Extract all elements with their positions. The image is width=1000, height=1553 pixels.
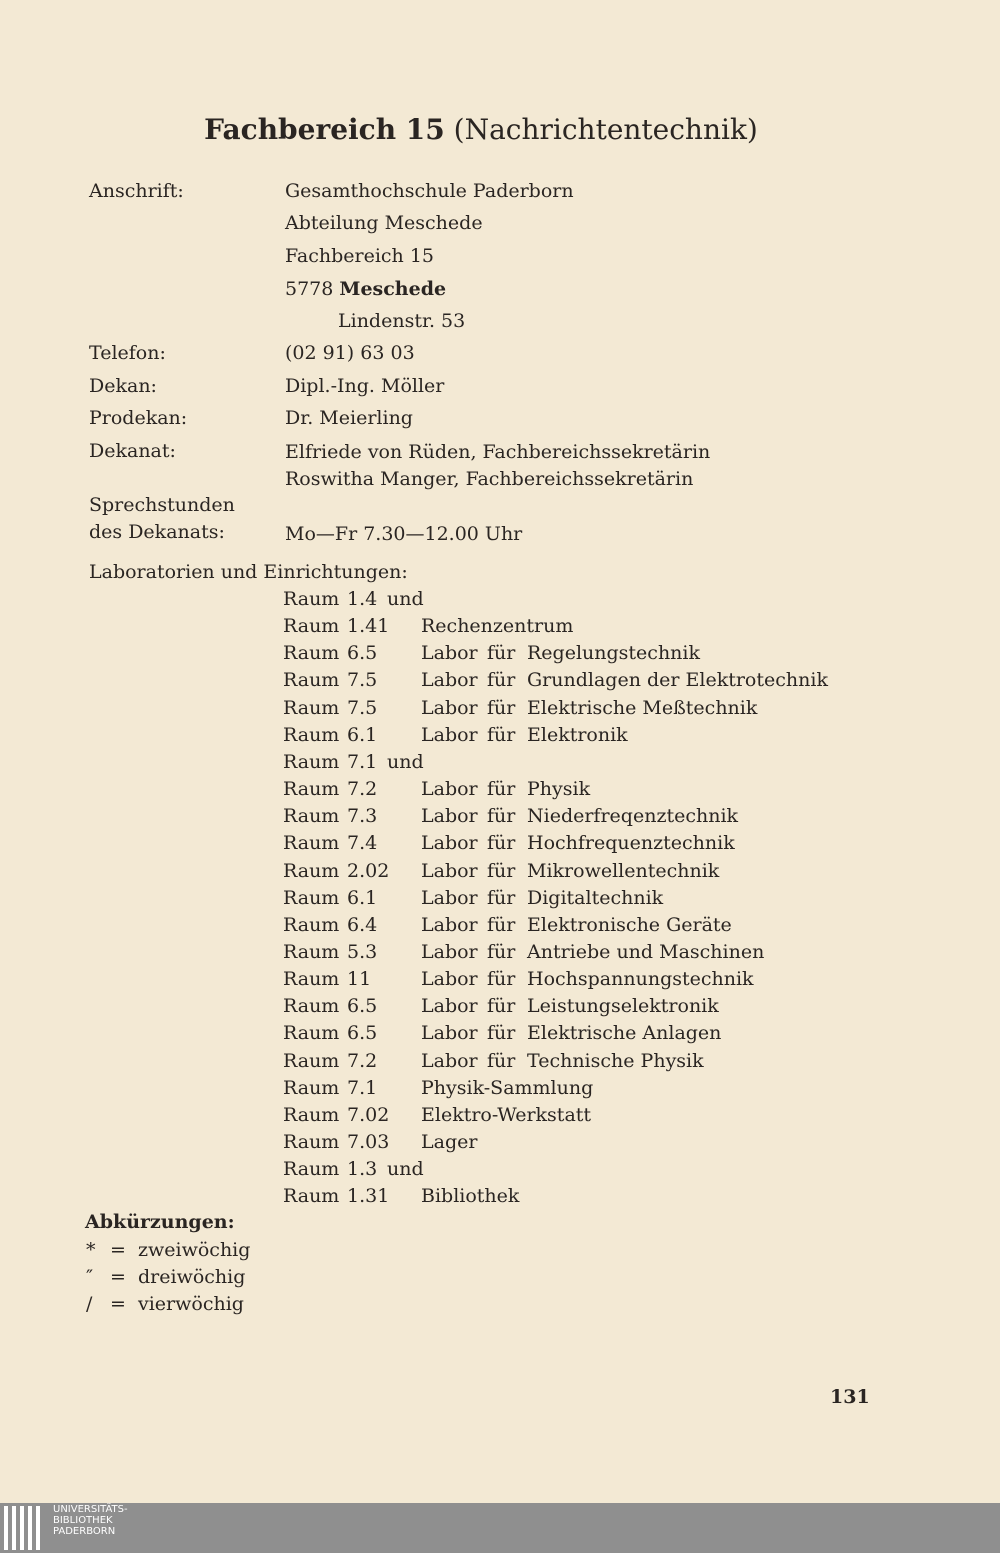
prodekan-value: Dr. Meierling: [285, 407, 413, 429]
room-number: 6.5: [347, 995, 378, 1017]
abbreviation-item: [86, 1239, 250, 1261]
room-word: Raum: [283, 914, 340, 936]
room-description: Rechenzentrum: [421, 615, 574, 637]
lab-subject: Elektrische Meßtechnik: [527, 697, 758, 719]
telefon-label: Telefon:: [89, 342, 166, 364]
room-number: 1.31: [347, 1185, 390, 1207]
fuer-word: für: [487, 914, 516, 936]
fuer-word: für: [487, 642, 516, 664]
lab-subject: Niederfreqenztechnik: [527, 805, 739, 827]
postal-line: [285, 278, 446, 300]
room-word: Raum: [283, 968, 340, 990]
fuer-word: für: [487, 1050, 516, 1072]
title-bold: Fachbereich 15: [204, 113, 445, 146]
room-number: 6.1: [347, 724, 378, 746]
abbreviation-equals: =: [110, 1239, 126, 1261]
lab-subject: Hochfrequenztechnik: [527, 832, 735, 854]
room-word: Raum: [283, 588, 340, 610]
anschrift-line: Fachbereich 15: [285, 245, 435, 267]
abbreviation-symbol: /: [86, 1293, 93, 1315]
abbreviation-equals: =: [110, 1293, 126, 1315]
room-word: Raum: [283, 995, 340, 1017]
lab-subject: Elektronische Geräte: [527, 914, 732, 936]
room-number: 1.4: [347, 588, 378, 610]
fuer-word: für: [487, 968, 516, 990]
anschrift-line: Abteilung Meschede: [285, 212, 483, 234]
room-description: und: [387, 588, 424, 610]
lab-subject: Hochspannungstechnik: [527, 968, 754, 990]
abbreviation-equals: =: [110, 1266, 126, 1288]
labor-word: Labor: [421, 642, 478, 664]
fuer-word: für: [487, 697, 516, 719]
room-number: 1.41: [347, 615, 390, 637]
street: Lindenstr. 53: [338, 310, 466, 332]
postcode: 5778: [285, 278, 334, 300]
room-number: 2.02: [347, 860, 390, 882]
labor-word: Labor: [421, 995, 478, 1017]
labor-word: Labor: [421, 1022, 478, 1044]
labor-word: Labor: [421, 778, 478, 800]
room-number: 1.3: [347, 1158, 378, 1180]
labor-word: Labor: [421, 860, 478, 882]
room-number: 7.2: [347, 1050, 378, 1072]
labor-word: Labor: [421, 914, 478, 936]
labor-word: Labor: [421, 805, 478, 827]
room-description: Physik-Sammlung: [421, 1077, 594, 1099]
lab-subject: Antriebe und Maschinen: [527, 941, 765, 963]
fuer-word: für: [487, 778, 516, 800]
room-word: Raum: [283, 669, 340, 691]
logo-line: PADERBORN: [53, 1526, 116, 1537]
room-number: 7.03: [347, 1131, 390, 1153]
room-word: Raum: [283, 615, 340, 637]
room-word: Raum: [283, 1104, 340, 1126]
anschrift-line: Gesamthochschule Paderborn: [285, 180, 574, 202]
room-description: und: [387, 1158, 424, 1180]
page-number: 131: [830, 1386, 870, 1408]
room-word: Raum: [283, 1050, 340, 1072]
room-description: und: [387, 751, 424, 773]
room-number: 7.2: [347, 778, 378, 800]
fuer-word: für: [487, 995, 516, 1017]
city: Meschede: [339, 278, 447, 300]
footer-bar: [0, 1503, 1000, 1553]
dekan-label: Dekan:: [89, 375, 157, 397]
room-number: 7.02: [347, 1104, 390, 1126]
room-number: 11: [347, 968, 372, 990]
library-logo-icon: [2, 1506, 46, 1550]
abbreviation-meaning: dreiwöchig: [138, 1266, 246, 1288]
dekanat-line: Roswitha Manger, Fachbereichssekretärin: [285, 468, 694, 490]
anschrift-label: Anschrift:: [89, 180, 184, 202]
lab-subject: Digitaltechnik: [527, 887, 664, 909]
fuer-word: für: [487, 887, 516, 909]
room-number: 7.1: [347, 751, 378, 773]
room-description: Bibliothek: [421, 1185, 520, 1207]
room-number: 5.3: [347, 941, 378, 963]
fuer-word: für: [487, 860, 516, 882]
abbreviation-item: [86, 1266, 245, 1288]
room-number: 6.5: [347, 642, 378, 664]
room-word: Raum: [283, 1158, 340, 1180]
fuer-word: für: [487, 669, 516, 691]
telefon-value: (02 91) 63 03: [285, 342, 415, 364]
room-number: 6.5: [347, 1022, 378, 1044]
abbreviation-symbol: *: [86, 1239, 96, 1261]
lab-subject: Regelungstechnik: [527, 642, 701, 664]
room-word: Raum: [283, 642, 340, 664]
room-word: Raum: [283, 697, 340, 719]
sprechstunden-label: Sprechstunden: [89, 494, 235, 516]
room-word: Raum: [283, 887, 340, 909]
room-description: Elektro-Werkstatt: [421, 1104, 592, 1126]
labor-word: Labor: [421, 697, 478, 719]
labor-word: Labor: [421, 887, 478, 909]
abbreviation-meaning: vierwöchig: [138, 1293, 244, 1315]
fuer-word: für: [487, 724, 516, 746]
room-number: 7.5: [347, 669, 378, 691]
room-word: Raum: [283, 860, 340, 882]
fuer-word: für: [487, 941, 516, 963]
lab-subject: Elektrische Anlagen: [527, 1022, 722, 1044]
room-number: 7.4: [347, 832, 378, 854]
room-number: 7.3: [347, 805, 378, 827]
room-number: 7.5: [347, 697, 378, 719]
room-word: Raum: [283, 805, 340, 827]
room-word: Raum: [283, 1185, 340, 1207]
dekanat-label: Dekanat:: [89, 440, 176, 462]
room-number: 6.4: [347, 914, 378, 936]
sprechstunden-label-2: des Dekanats:: [89, 521, 225, 543]
labor-word: Labor: [421, 724, 478, 746]
labs-heading: Laboratorien und Einrichtungen:: [89, 561, 408, 583]
fuer-word: für: [487, 805, 516, 827]
fuer-word: für: [487, 832, 516, 854]
lab-subject: Mikrowellentechnik: [527, 860, 720, 882]
page-title: [0, 113, 962, 146]
logo-line: UNIVERSITÄTS-: [53, 1504, 128, 1515]
room-word: Raum: [283, 941, 340, 963]
room-word: Raum: [283, 1131, 340, 1153]
room-word: Raum: [283, 1022, 340, 1044]
abbreviations-heading: Abkürzungen:: [85, 1211, 235, 1233]
room-number: 7.1: [347, 1077, 378, 1099]
room-word: Raum: [283, 1077, 340, 1099]
lab-subject: Leistungselektronik: [527, 995, 719, 1017]
abbreviation-item: [86, 1293, 244, 1315]
title-rest: (Nachrichtentechnik): [444, 113, 758, 146]
lab-subject: Physik: [527, 778, 591, 800]
labor-word: Labor: [421, 968, 478, 990]
dekanat-line: Elfriede von Rüden, Fachbereichssekretärin: [285, 441, 711, 463]
labor-word: Labor: [421, 1050, 478, 1072]
lab-subject: Grundlagen der Elektrotechnik: [527, 669, 828, 691]
lab-subject: Elektronik: [527, 724, 628, 746]
sprechstunden-value: Mo—Fr 7.30—12.00 Uhr: [285, 523, 523, 545]
labor-word: Labor: [421, 669, 478, 691]
room-word: Raum: [283, 778, 340, 800]
room-description: Lager: [421, 1131, 478, 1153]
labor-word: Labor: [421, 941, 478, 963]
logo-line: BIBLIOTHEK: [53, 1515, 113, 1526]
library-logo-text: [53, 1504, 128, 1537]
dekan-value: Dipl.-Ing. Möller: [285, 375, 445, 397]
prodekan-label: Prodekan:: [89, 407, 188, 429]
lab-subject: Technische Physik: [527, 1050, 704, 1072]
abbreviation-symbol: ″: [86, 1266, 94, 1288]
room-word: Raum: [283, 751, 340, 773]
abbreviation-meaning: zweiwöchig: [138, 1239, 251, 1261]
labor-word: Labor: [421, 832, 478, 854]
fuer-word: für: [487, 1022, 516, 1044]
room-word: Raum: [283, 832, 340, 854]
room-number: 6.1: [347, 887, 378, 909]
room-word: Raum: [283, 724, 340, 746]
